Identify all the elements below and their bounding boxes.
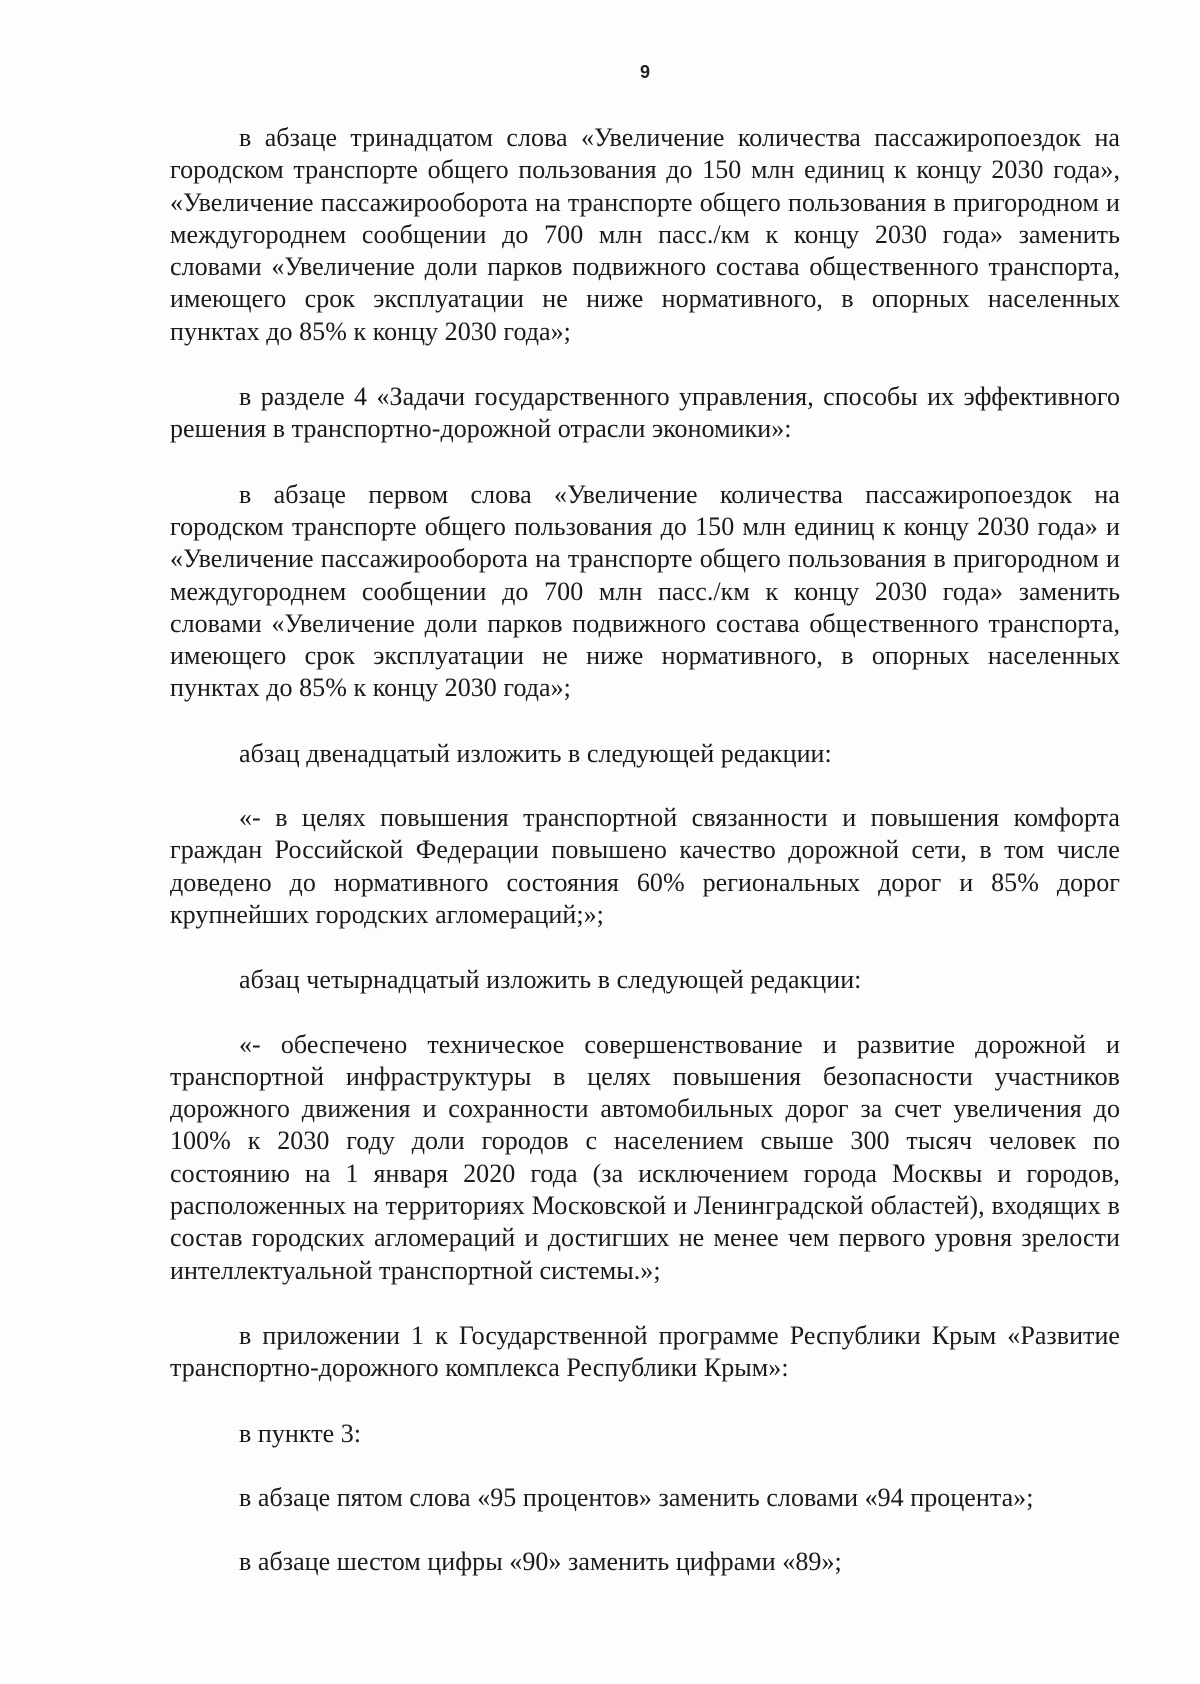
paragraph-9: в пункте 3: xyxy=(239,1418,362,1448)
paragraph-4: абзац двенадцатый изложить в следующей редакции: xyxy=(239,738,832,768)
paragraph-1: в абзаце тринадцатом слова «Увеличение количества пассажиропоездок на городском транспорте общего пользования до 150 млн единиц к концу 2030 года», «Увеличение пассажирооборота на транспорте общего пользования в пригородном и междугороднем сообщении до 700 млн пасс./км к концу 2030 года» заменить словами «Увеличение доли парков подвижного состава общественного транспорта, имеющего срок эксплуатации не ниже нормативного, в опорных населенных пунктах до 85% к концу 2030 года»; xyxy=(170,123,1120,346)
paragraph-10: в абзаце пятом слова «95 процентов» заменить словами «94 процента»; xyxy=(239,1482,1034,1512)
paragraph-8: в приложении 1 к Государственной программе Республики Крым «Развитие транспортно-дорожного комплекса Республики Крым»: xyxy=(170,1320,1120,1383)
document-body xyxy=(170,122,1120,1611)
paragraph-11: в абзаце шестом цифры «90» заменить цифрами «89»; xyxy=(239,1547,842,1577)
paragraph-7: «- обеспечено техническое совершенствование и развитие дорожной и транспортной инфраструктуры в целях повышения безопасности участников дорожного движения и сохранности автомобильных дорог за счет увеличения до 100% к 2030 году доли городов с населением свыше 300 тысяч человек по состоянию на 1 января 2020 года (за исключением города Москвы и городов, расположенных на территориях Московской и Ленинградской областей), входящих в состав городских агломераций и достигших не менее чем первого уровня зрелости интеллектуальной транспортной системы.»; xyxy=(170,1029,1120,1285)
paragraph-3: в абзаце первом слова «Увеличение количества пассажиропоездок на городском транспорте общего пользования до 150 млн единиц к концу 2030 года» и «Увеличение пассажирооборота на транспорте общего пользования в пригородном и междугороднем сообщении до 700 млн пасс./км к концу 2030 года» заменить словами «Увеличение доли парков подвижного состава общественного транспорта, имеющего срок эксплуатации не ниже нормативного, в опорных населенных пунктах до 85% к концу 2030 года»; xyxy=(170,479,1120,703)
page-number: 9 xyxy=(639,62,650,82)
paragraph-5: «- в целях повышения транспортной связанности и повышения комфорта граждан Российской Федерации повышено качество дорожной сети, в том числе доведено до нормативного состояния 60% региональных дорог и 85% дорог крупнейших городских агломераций;»; xyxy=(170,803,1120,929)
paragraph-6: абзац четырнадцатый изложить в следующей редакции: xyxy=(239,965,862,995)
paragraph-2: в разделе 4 «Задачи государственного управления, способы их эффективного решения в транспортно-дорожной отрасли экономики»: xyxy=(170,382,1120,444)
